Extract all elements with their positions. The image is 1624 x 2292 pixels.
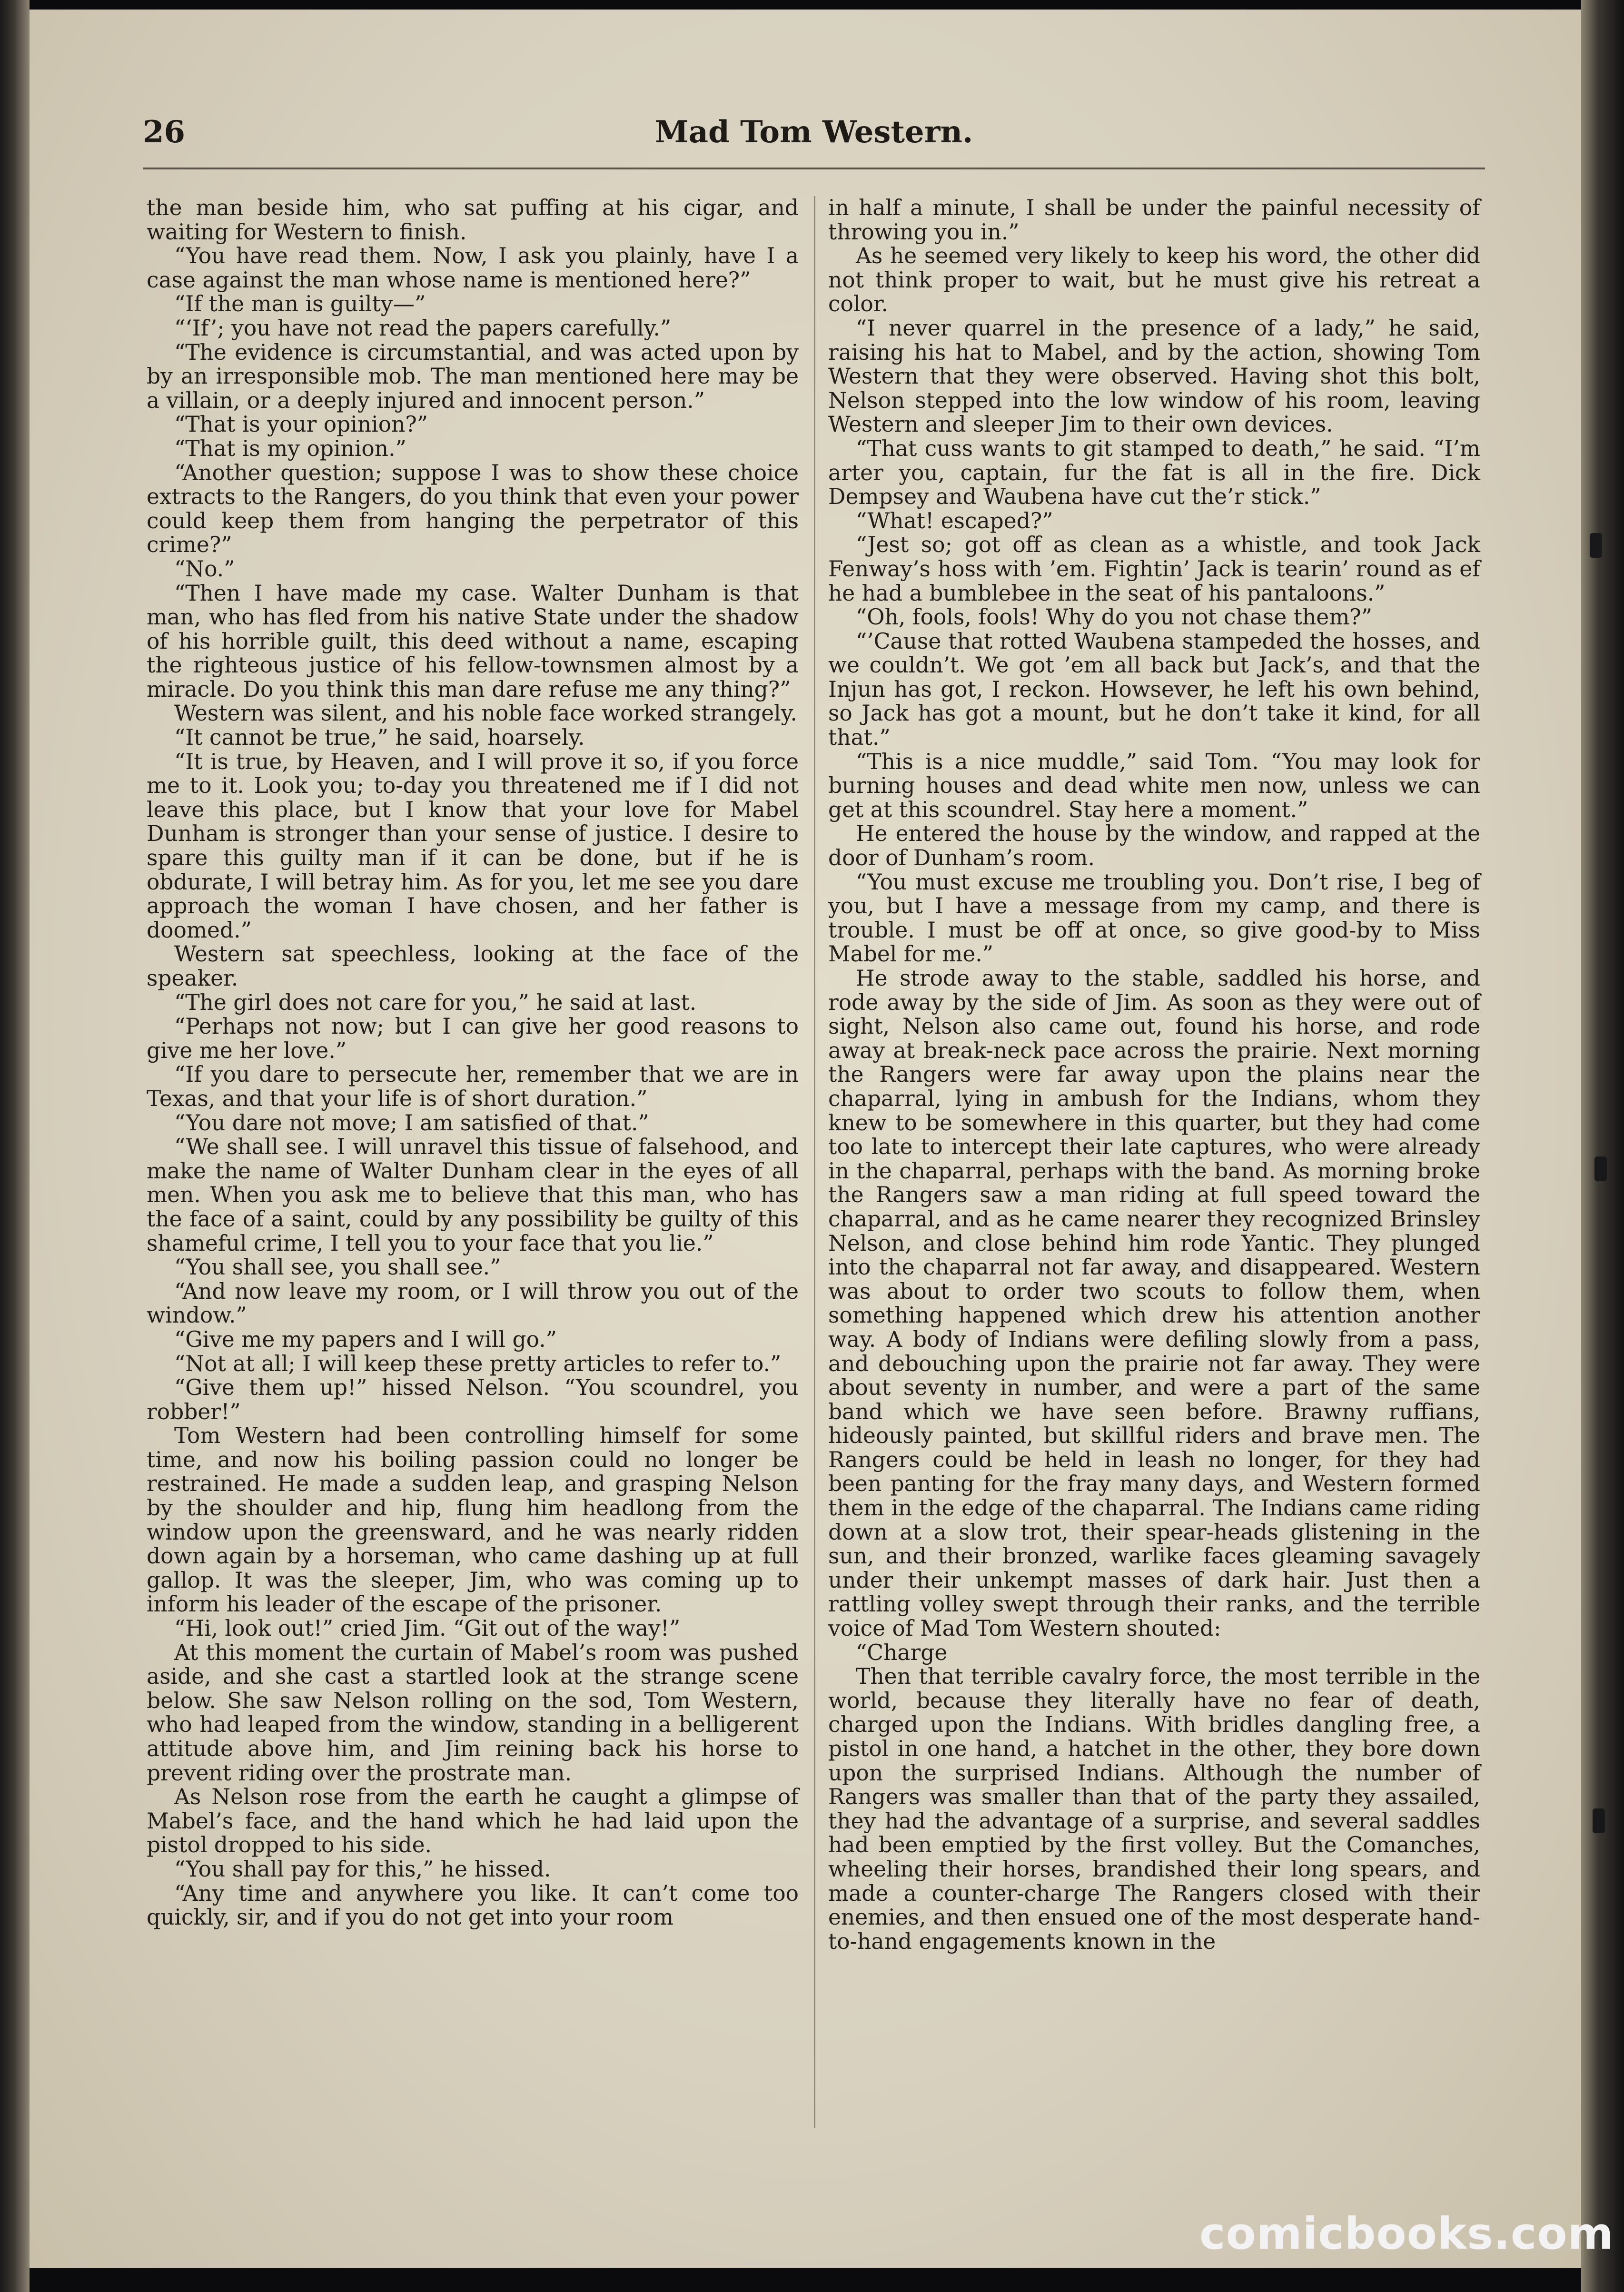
paragraph: “It is true, by Heaven, and I will prove it so, if you force me to it. Look you; to-day you threatened me if I did not leave this place, but I know that your love for Mabel Dunham is stronger than your sense of justice. I desire to spare this guilty man if it can be done, but if he is obdurate, I will betray him. As for you, let me see you dare approach the woman I have chosen, and her father is doomed.” [147,749,799,943]
left-column [147,196,799,1930]
paragraph: He entered the house by the window, and rapped at the door of Dunham’s room. [828,821,1480,871]
paragraph: “The girl does not care for you,” he said at last. [174,989,697,1015]
paragraph: “I never quarrel in the presence of a lady,” he said, raising his hat to Mabel, and by the action, showing Tom Western that they were observed. Having shot this bolt, Nelson stepped into the low window of his room, leaving Western and sleeper Jim to their own devices. [828,315,1480,437]
header-rule [143,168,1485,169]
paragraph: “’Cause that rotted Waubena stampeded the hosses, and we couldn’t. We got ’em all back but Jack’s, and that the Injun has got, I reckon. Howsever, he left his own behind, so Jack has got a mount, but he don’t take it kind, for all that.” [828,628,1480,751]
paragraph: “Oh, fools, fools! Why do you not chase them?” [856,604,1373,630]
binding-tack [1593,1808,1605,1833]
paragraph: “This is a nice muddle,” said Tom. “You may look for burning houses and dead white men now, unless we can get at this scoundrel. Stay here a moment.” [828,749,1480,822]
paragraph: “And now leave my room, or I will throw you out of the window.” [147,1278,799,1328]
paragraph: “Give me my papers and I will go.” [174,1326,557,1352]
page-header [143,114,1485,171]
paragraph: As Nelson rose from the earth he caught a glimpse of Mabel’s face, and the hand which he had laid upon the pistol dropped to his side. [147,1784,799,1858]
paragraph: “Jest so; got off as clean as a whistle, and took Jack Fenway’s hoss with ’em. Fightin’ Jack is tearin’ round as ef he had a bumblebee in the seat of his pantaloons.” [828,532,1480,606]
paragraph: “Hi, look out!” cried Jim. “Git out of the way!” [174,1616,681,1641]
paragraph: “Then I have made my case. Walter Dunham is that man, who has fled from his native State under the shadow of his horrible guilt, this deed without a name, escaping the righteous justice of his fellow-townsmen almost by a miracle. Do you think this man dare refuse me any thing?” [147,580,799,702]
binding-tack [1590,533,1602,558]
paragraph: “Any time and anywhere you like. It can’t come too quickly, sir, and if you do not get into your room [147,1880,799,1930]
paragraph: “No.” [174,556,235,582]
paragraph: Western was silent, and his noble face worked strangely. [174,701,797,726]
paragraph: “Not at all; I will keep these pretty articles to refer to.” [174,1351,782,1376]
paragraph: “You have read them. Now, I ask you plainly, have I a case against the man whose name is mentioned here?” [147,243,799,293]
paragraph: “You must excuse me troubling you. Don’t rise, I beg of you, but I have a message from my camp, and there is trouble. I must be off at once, so give good-by to Miss Mabel for me.” [828,869,1480,967]
paragraph: “That cuss wants to git stamped to death,” he said. “I’m arter you, captain, fur the fat is all in the fire. Dick Dempsey and Waubena have cut the’r stick.” [828,435,1480,510]
column-divider [814,196,815,2128]
watermark: comicbooks.com [1199,2208,1614,2259]
paragraph: “Perhaps not now; but I can give her good reasons to give me her love.” [147,1014,799,1063]
paragraph: “Charge [856,1640,948,1665]
paragraph: “Give them up!” hissed Nelson. “You scoundrel, you robber!” [147,1375,799,1424]
paragraph: Tom Western had been controlling himself for some time, and now his boiling passion could no longer be restrained. He made a sudden leap, and grasping Nelson by the shoulder and hip, flung him headlong from the window upon the greensward, and he was nearly ridden down again by a horseman, who came dashing up at full gallop. It was the sleeper, Jim, who was coming up to inform his leader of the escape of the prisoner. [147,1423,799,1617]
paragraph: in half a minute, I shall be under the painful necessity of throwing you in.” [828,195,1480,245]
paragraph: “That is your opinion?” [174,412,428,437]
paragraph: “If the man is guilty—” [174,291,426,317]
paragraph: “If you dare to persecute her, remember that we are in Texas, and that your life is of short duration.” [147,1062,799,1111]
page-right-shadow [1581,0,1624,2292]
paragraph: “You shall pay for this,” he hissed. [174,1856,551,1882]
paragraph: As he seemed very likely to keep his word, the other did not think proper to wait, but he must give his retreat a color. [828,243,1480,317]
page-number: 26 [143,114,186,150]
paragraph: Western sat speechless, looking at the face of the speaker. [147,941,799,991]
page-gutter-edge [0,0,30,2292]
paragraph: “The evidence is circumstantial, and was acted upon by by an irresponsible mob. The man mentioned here may be a villain, or a deeply injured and innocent person.” [147,339,799,413]
paragraph: “You shall see, you shall see.” [174,1255,501,1280]
running-title: Mad Tom Western. [654,114,973,150]
paragraph: “That is my opinion.” [174,435,406,461]
paragraph: “We shall see. I will unravel this tissue of falsehood, and make the name of Walter Dunham clear in the eyes of all men. When you ask me to believe that this man, who has the face of a saint, could by any possibility be guilty of this shameful crime, I tell you to your face that you lie.” [147,1134,799,1256]
paragraph: “‘If’; you have not read the papers carefully.” [174,315,672,341]
paragraph: the man beside him, who sat puffing at his cigar, and waiting for Western to finish. [147,195,799,245]
paragraph: “Another question; suppose I was to show these choice extracts to the Rangers, do you think that even your power could keep them from hanging the perpetrator of this crime?” [147,460,799,558]
paragraph: “You dare not move; I am satisfied of that.” [174,1110,649,1136]
paragraph: Then that terrible cavalry force, the most terrible in the world, because they literally have no fear of death, charged upon the Indians. With bridles dangling free, a pistol in one hand, a hatchet in the other, they bore down upon the surprised Indians. Although the number of Rangers was smaller than that of the party they assailed, they had the advantage of a surprise, and several saddles had been emptied by the first volley. But the Comanches, wheeling their horses, brandished their long spears, and made a counter-charge The Rangers closed with their enemies, and then ensued one of the most desperate hand-to-hand engagements known in the [828,1664,1480,1954]
paragraph: “It cannot be true,” he said, hoarsely. [174,725,585,751]
binding-tack [1594,1156,1607,1181]
paragraph: He strode away to the stable, saddled his horse, and rode away by the side of Jim. As soon as they were out of sight, Nelson also came out, found his horse, and rode away at break-neck pace across the prairie. Next morning the Rangers were far away upon the plains near the chaparral, lying in ambush for the Indians, whom they knew to be somewhere in this quarter, but they had come too late to intercept their late captures, who were already in the chaparral, perhaps with the band. As morning broke the Rangers saw a man riding at full speed toward the chaparral, and as he came nearer they recognized Brinsley Nelson, and close behind him rode Yantic. They plunged into the chaparral not far away, and disappeared. Western was about to order two scouts to follow them, when something happened which drew his attention another way. A body of Indians were defiling slowly from a pass, and debouching upon the prairie not far away. They were about seventy in number, and were a part of the same band which we have seen before. Brawny ruffians, hideously painted, but skillful riders and brave men. The Rangers could be held in leash no longer, for they had been panting for the fray many days, and Western formed them in the edge of the chaparral. The Indians came riding down at a slow trot, their spear-heads glistening in the sun, and their bronzed, warlike faces gleaming savagely under their unkempt masses of dark hair. Just then a rattling volley swept through their ranks, and the terrible voice of Mad Tom Western shouted: [828,966,1480,1641]
paragraph: “What! escaped?” [856,508,1053,533]
right-column [828,196,1480,1954]
paragraph: At this moment the curtain of Mabel’s room was pushed aside, and she cast a startled look at the strange scene below. She saw Nelson rolling on the sod, Tom Western, who had leaped from the window, standing in a belligerent attitude above him, and Jim reining back his horse to prevent riding over the prostrate man. [147,1640,799,1786]
